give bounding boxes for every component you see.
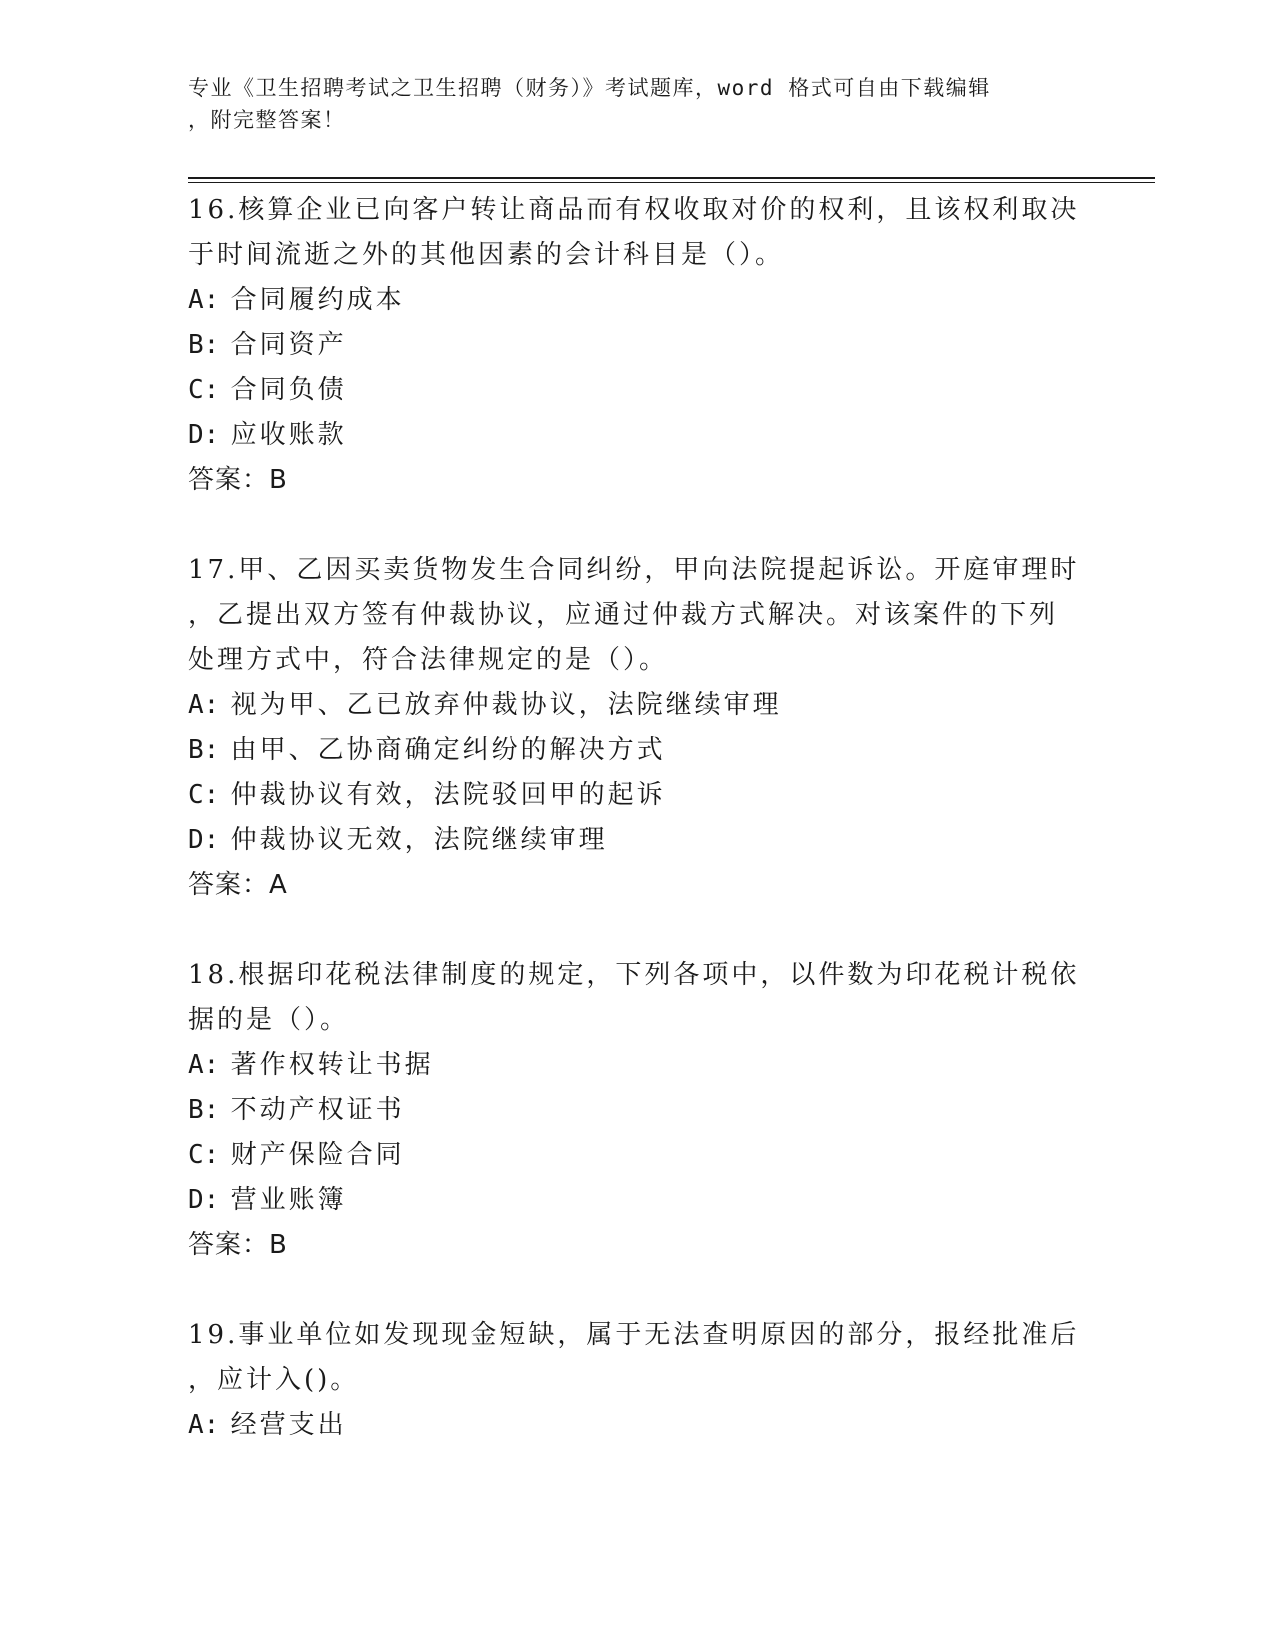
option-b <box>188 728 1088 773</box>
question-text-line: 据的是（）。 <box>188 1005 350 1035</box>
option-key: D: <box>188 825 220 855</box>
answer: 答案：B <box>188 1230 288 1260</box>
option-key: B: <box>188 735 220 765</box>
question-list <box>188 188 1088 1448</box>
option-key: D: <box>188 1185 220 1215</box>
option-text: 仲裁协议无效，法院继续审理 <box>230 825 608 855</box>
question-text-line: 19.事业单位如发现现金短缺，属于无法查明原因的部分，报经批准后 <box>188 1320 1080 1350</box>
question-text-line: 处理方式中，符合法律规定的是（）。 <box>188 645 669 675</box>
option-key: C: <box>188 375 220 405</box>
question-text-line: 16.核算企业已向客户转让商品而有权收取对价的权利，且该权利取决 <box>188 195 1080 225</box>
option-key: A: <box>188 285 220 315</box>
spacer <box>188 908 1088 953</box>
option-b <box>188 323 1088 368</box>
option-c <box>188 773 1088 818</box>
question-19 <box>188 1313 1088 1448</box>
question-18 <box>188 953 1088 1268</box>
option-text: 财产保险合同 <box>230 1140 405 1170</box>
option-a <box>188 1043 1088 1088</box>
option-text: 合同负债 <box>230 375 347 405</box>
answer: 答案：A <box>188 870 288 900</box>
option-d <box>188 1178 1088 1223</box>
option-a <box>188 683 1088 728</box>
document-header <box>188 72 1068 136</box>
option-key: A: <box>188 1410 220 1440</box>
option-text: 合同资产 <box>230 330 347 360</box>
option-key: C: <box>188 1140 220 1170</box>
question-17 <box>188 548 1088 908</box>
option-text: 不动产权证书 <box>230 1095 405 1125</box>
answer: 答案：B <box>188 465 288 495</box>
option-text: 仲裁协议有效，法院驳回甲的起诉 <box>230 780 666 810</box>
question-text-line: 17.甲、乙因买卖货物发生合同纠纷，甲向法院提起诉讼。开庭审理时 <box>188 555 1080 585</box>
option-key: A: <box>188 690 220 720</box>
option-d <box>188 413 1088 458</box>
option-text: 营业账簿 <box>230 1185 347 1215</box>
option-c <box>188 1133 1088 1178</box>
header-line-2: ，附完整答案！ <box>188 108 346 132</box>
question-text-line: ，应计入()。 <box>188 1365 360 1395</box>
option-key: A: <box>188 1050 220 1080</box>
header-line-1: 专业《卫生招聘考试之卫生招聘（财务）》考试题库，word 格式可自由下载编辑 <box>188 76 991 100</box>
option-text: 由甲、乙协商确定纠纷的解决方式 <box>230 735 666 765</box>
option-a <box>188 278 1088 323</box>
option-b <box>188 1088 1088 1133</box>
question-text-line: 18.根据印花税法律制度的规定，下列各项中，以件数为印花税计税依 <box>188 960 1080 990</box>
header-rule-thin <box>188 182 1155 183</box>
option-text: 著作权转让书据 <box>230 1050 434 1080</box>
option-key: C: <box>188 780 220 810</box>
option-key: D: <box>188 420 220 450</box>
header-rule-thick <box>188 177 1155 179</box>
option-text: 经营支出 <box>230 1410 347 1440</box>
option-a <box>188 1403 1088 1448</box>
question-16 <box>188 188 1088 503</box>
question-text-line: 于时间流逝之外的其他因素的会计科目是（）。 <box>188 240 785 270</box>
option-text: 视为甲、乙已放弃仲裁协议，法院继续审理 <box>230 690 782 720</box>
option-key: B: <box>188 330 220 360</box>
option-key: B: <box>188 1095 220 1125</box>
spacer <box>188 503 1088 548</box>
option-c <box>188 368 1088 413</box>
spacer <box>188 1268 1088 1313</box>
option-text: 应收账款 <box>230 420 347 450</box>
option-text: 合同履约成本 <box>230 285 405 315</box>
option-d <box>188 818 1088 863</box>
question-text-line: ，乙提出双方签有仲裁协议，应通过仲裁方式解决。对该案件的下列 <box>188 600 1059 630</box>
